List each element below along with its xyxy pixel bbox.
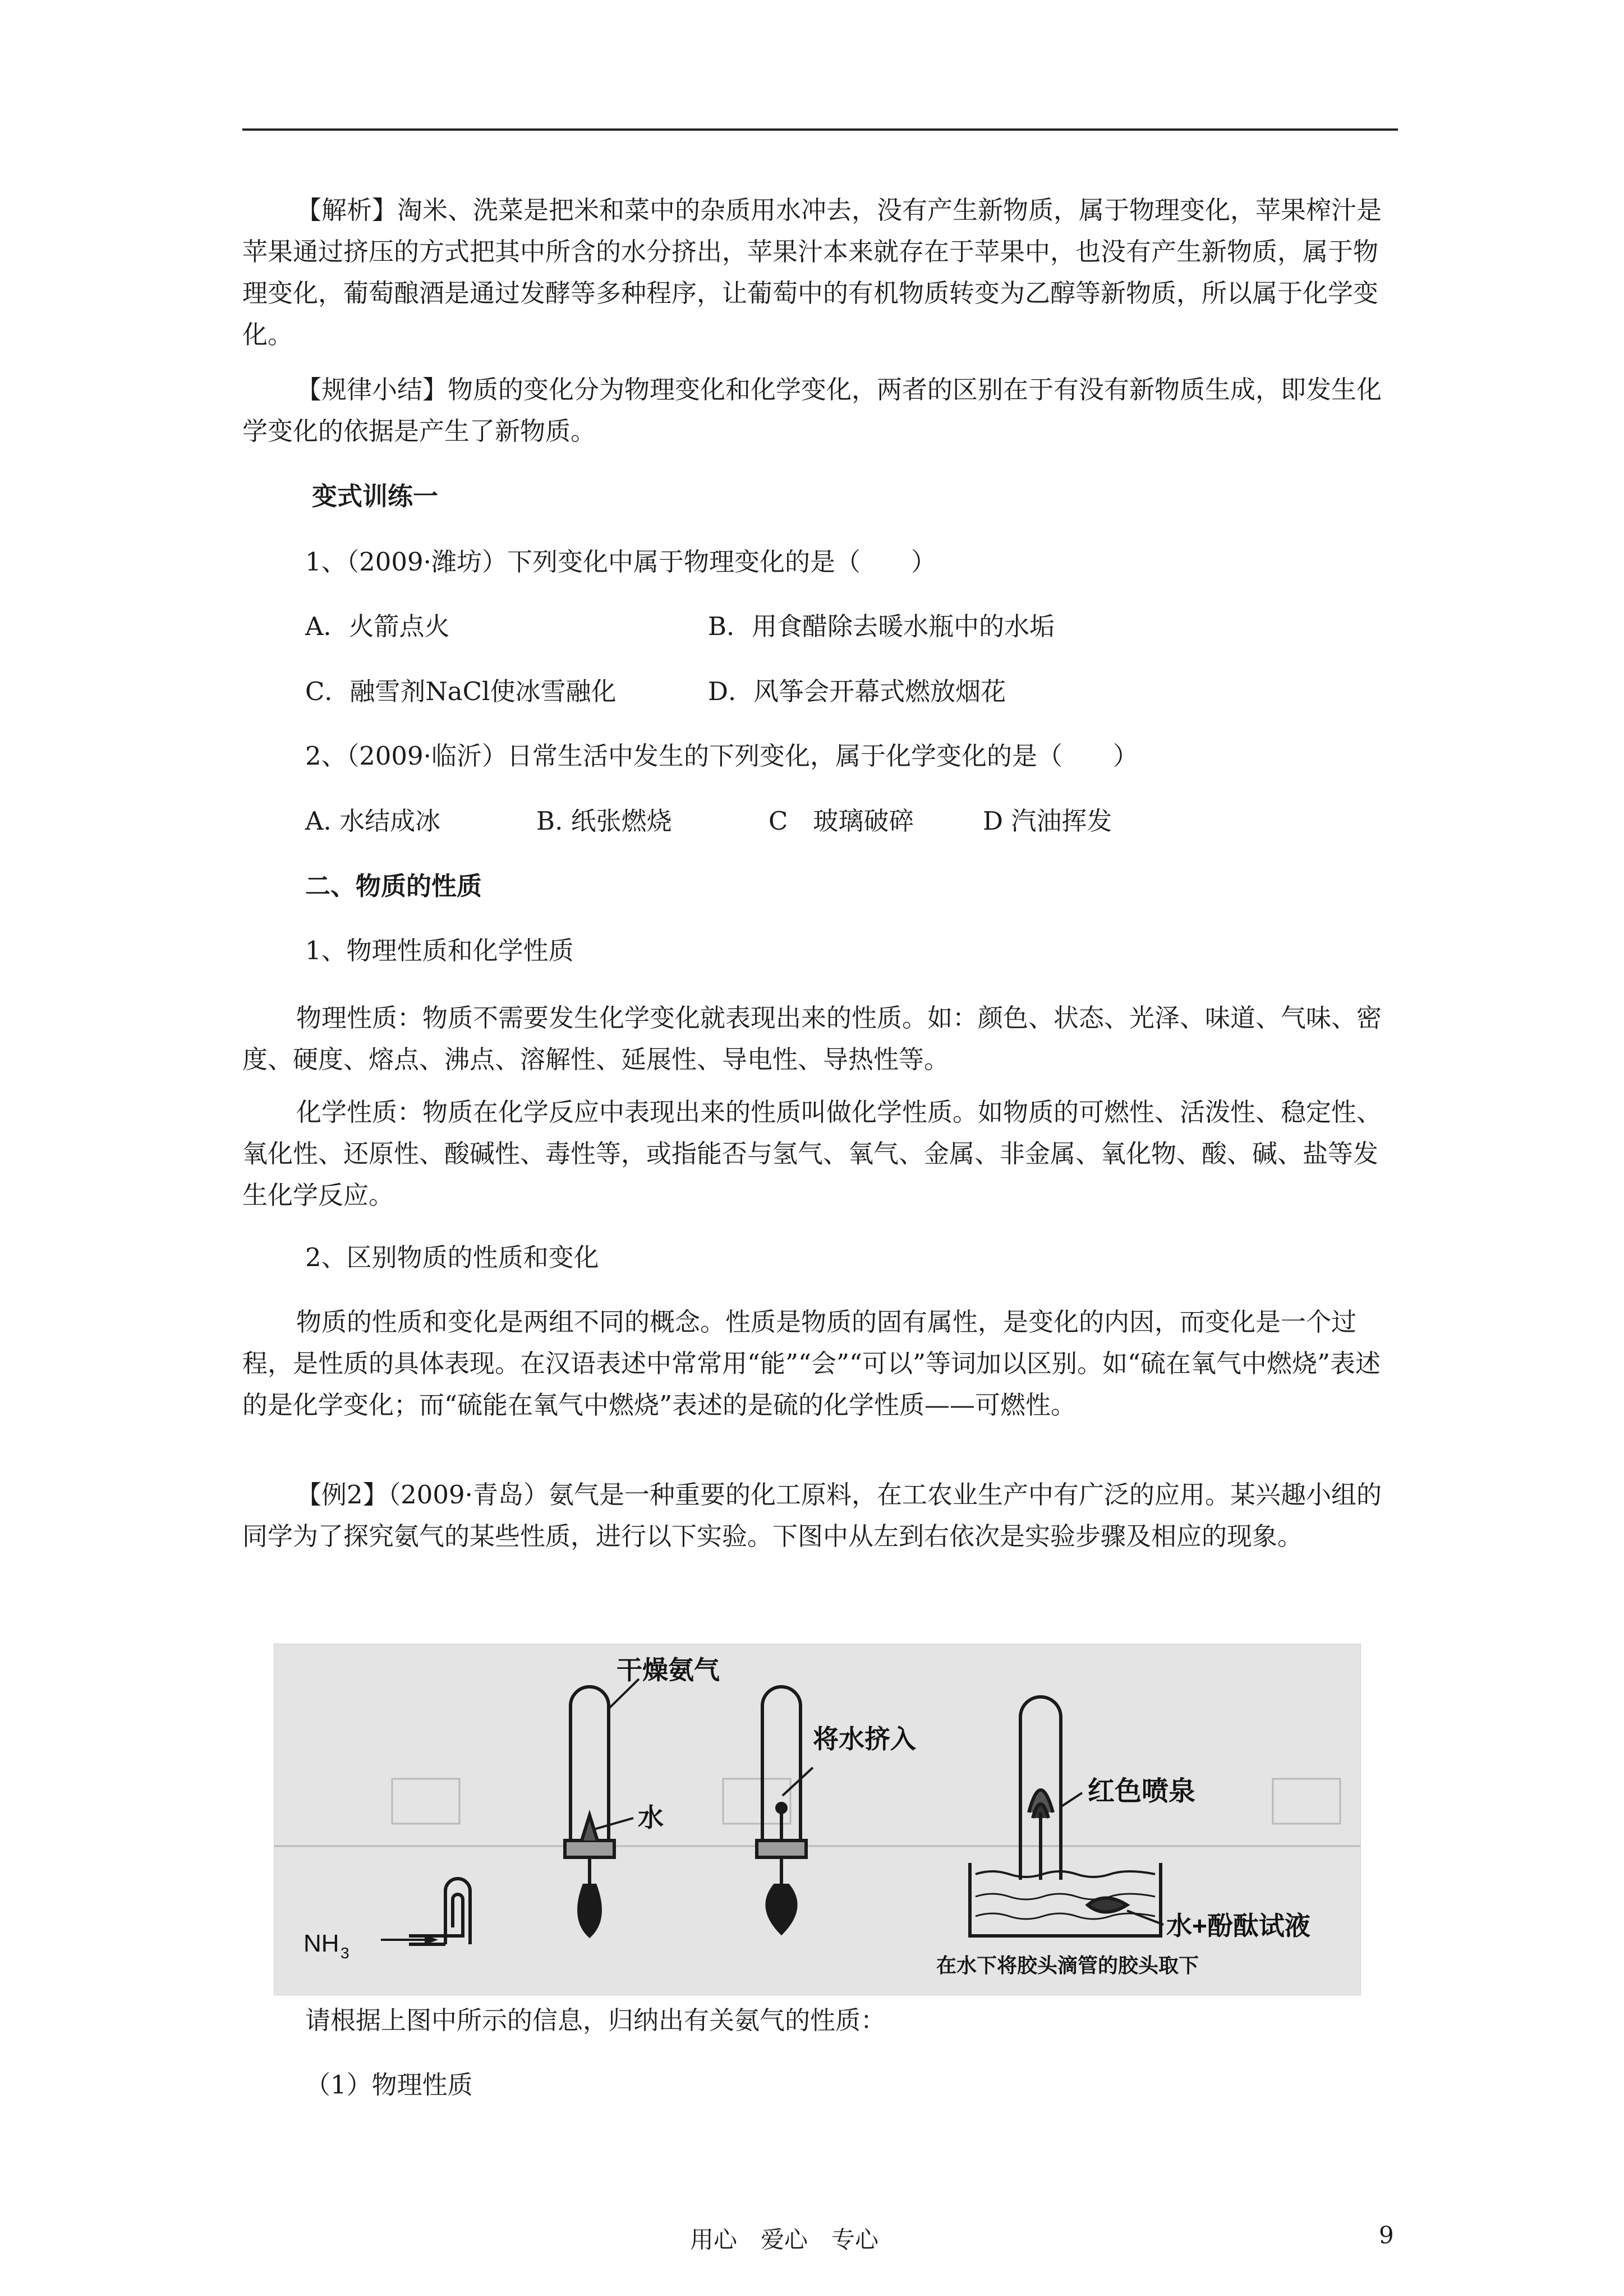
q2-option-b: B. 纸张燃烧 [536,806,672,836]
header-rule [242,128,1398,131]
q1-option-d: D．风筝会开幕式燃放烟花 [708,677,1006,706]
nh3-label: NH [303,1930,339,1957]
q1-option-c: C．融雪剂NaCl使冰雪融化 [305,677,617,706]
section-heading-practice: 变式训练一 [312,481,439,511]
q1-option-b: B．用食醋除去暖水瓶中的水垢 [708,611,1055,641]
summary-paragraph: 【规律小结】物质的变化分为物理变化和化学变化，两者的区别在于有没有新物质生成，即发生化学变化的依据是产生了新物质。 [242,375,1382,446]
red-fountain-label: 红色喷泉 [1088,1777,1196,1806]
footer-motto: 用心 爱心 专心 [690,2226,879,2253]
q2-option-d: D 汽油挥发 [983,806,1112,836]
question-2: 2、（2009·临沂）日常生活中发生的下列变化，属于化学变化的是（ ） [305,741,1138,771]
q1-option-a: A．火箭点火 [305,611,450,641]
section-heading-properties: 二、物质的性质 [305,871,482,901]
squeeze-water-label: 将水挤入 [813,1724,916,1754]
analysis-paragraph: 【解析】淘米、洗菜是把米和菜中的杂质用水冲去，没有产生新物质，属于物理变化，苹果榨汁是苹果通过挤压的方式把其中所含的水分挤出，苹果汁本来就存在于苹果中，也没有产生新物质，属于物理变化，葡萄酿酒是通过发酵等多种程序，让葡萄中的有机物质转变为乙醇等新物质，所以属于化学变化。 [242,195,1382,349]
q2-option-c: C 玻璃破碎 [769,806,914,836]
water-phenolphthalein-label: 水+酚酞试液 [1166,1911,1310,1940]
chemical-property-paragraph: 化学性质：物质在化学反应中表现出来的性质叫做化学性质。如物质的可燃性、活泼性、稳定性、氧化性、还原性、酸碱性、毒性等，或指能否与氢气、氧气、金属、非金属、氧化物、酸、碱、盐等发生化学反应。 [242,1097,1382,1210]
page-number: 9 [1379,2221,1394,2249]
dry-ammonia-label: 干燥氨气 [617,1655,720,1685]
summarize-prompt: 请根据上图中所示的信息，归纳出有关氨气的性质： [305,2005,886,2035]
distinguish-paragraph: 物质的性质和变化是两组不同的概念。性质是物质的固有属性，是变化的内因，而变化是一个过程，是性质的具体表现。在汉语表述中常常用“能”“会”“可以”等词加以区别。如“硫在氧气中燃烧”表述的是化学变化；而“硫能在氧气中燃烧”表述的是硫的化学性质——可燃性。 [242,1307,1381,1420]
q2-option-a: A. 水结成冰 [305,806,441,836]
water-label: 水 [638,1803,664,1832]
subheading-distinguish: 2、区别物质的性质和变化 [305,1243,599,1272]
physical-property-question: （1）物理性质 [305,2070,473,2100]
physical-property-paragraph: 物理性质：物质不需要发生化学变化就表现出来的性质。如：颜色、状态、光泽、味道、气味、密度、硬度、熔点、沸点、溶解性、延展性、导电性、导热性等。 [242,1003,1382,1074]
subheading-physical-chemical: 1、物理性质和化学性质 [305,936,574,965]
question-1: 1、（2009·潍坊）下列变化中属于物理变化的是（ ） [305,547,936,577]
nh3-subscript: 3 [341,1944,349,1962]
figure-caption: 在水下将胶头滴管的胶头取下 [936,1954,1199,1977]
example-2-paragraph: 【例2】（2009·青岛）氨气是一种重要的化工原料，在工农业生产中有广泛的应用。某兴趣小组的同学为了探究氨气的某些性质，进行以下实验。下图中从左到右依次是实验步骤及相应的现象。 [242,1480,1382,1551]
experiment-figure [274,1644,1361,1995]
